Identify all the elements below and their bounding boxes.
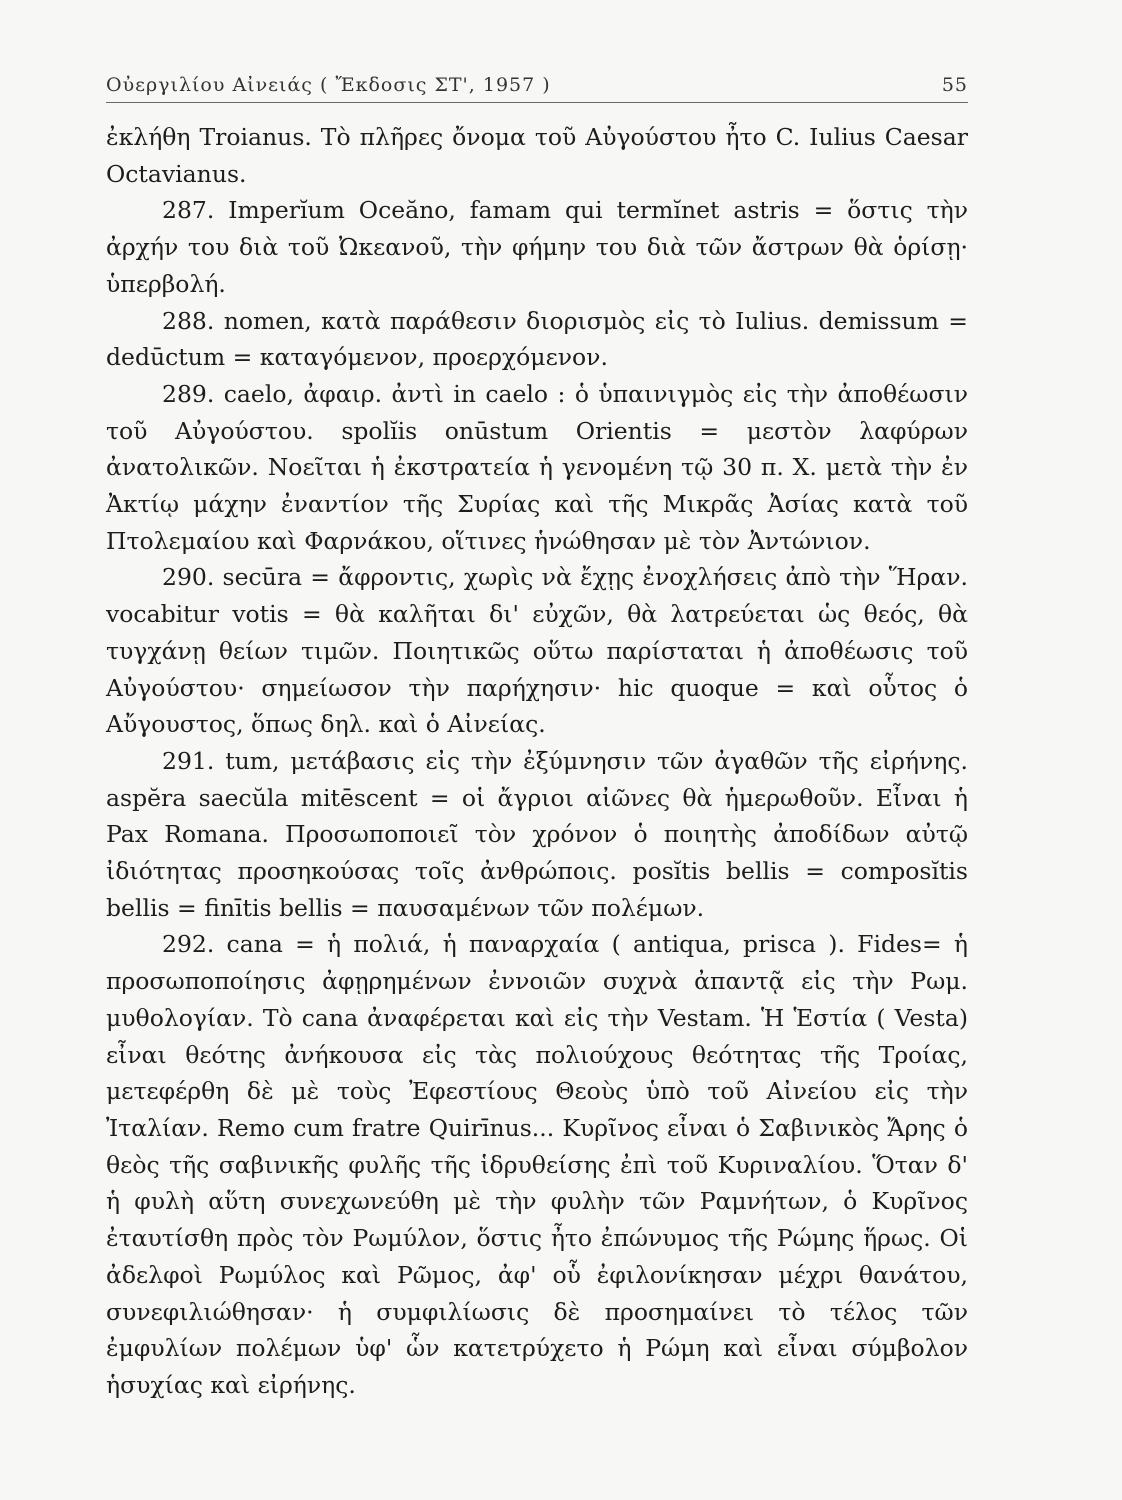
commentary-text — [106, 119, 968, 1404]
paragraph-note-287: 287. Imperĭum Oceăno, famam qui termĭnet astris = ὅστις τὴν ἀρχήν του διὰ τοῦ Ὠκεανοῦ, τὴν φήμην του διὰ τῶν ἄστρων θὰ ὁρίσῃ· ὑπερβολή. — [106, 196, 968, 298]
running-title: Οὐεργιλίου Αἰνειάς ( Ἔκδοσις ΣΤ', 1957 ) — [106, 74, 551, 96]
paragraph-note-291: 291. tum, μετάβασις εἰς τὴν ἐξύμνησιν τῶν ἀγαθῶν τῆς εἰρήνης. aspĕra saecŭla mitēscent = οἱ ἄγριοι αἰῶνες θὰ ἡμερωθοῦν. Εἶναι ἡ Pax Romana. Προσωποποιεῖ τὸν χρόνον ὁ ποιητὴς ἀποδίδων αὐτῷ ἰδιότητας προσηκούσας τοῖς ἀνθρώποις. posĭtis bellis = composĭtis bellis = finītis bellis = παυσαμένων τῶν πολέμων. — [106, 746, 968, 922]
book-page — [106, 74, 968, 1404]
running-header — [106, 74, 968, 102]
paragraph-note-290: 290. secūra = ἄφροντις, χωρὶς νὰ ἔχῃς ἐνοχλήσεις ἀπὸ τὴν Ἥραν. vocabitur votis = θὰ καλῆται δι' εὐχῶν, θὰ λατρεύεται ὡς θεός, θὰ τυγχάνῃ θείων τιμῶν. Ποιητικῶς οὕτω παρίσταται ἡ ἀποθέωσις τοῦ Αὐγούστου· σημείωσον τὴν παρήχησιν· hic quoque = καὶ οὗτος ὁ Αὔγουστος, ὅπως δηλ. καὶ ὁ Αἰνείας. — [106, 563, 968, 739]
header-divider — [106, 102, 968, 103]
paragraph-note-288: 288. nomen, κατὰ παράθεσιν διορισμὸς εἰς τὸ Iulius. demissum = dedūctum = καταγόμενον, προερχόμενον. — [106, 306, 968, 372]
paragraph-note-292: 292. cana = ἡ πολιά, ἡ παναρχαία ( antiqua, prisca ). Fides= ἡ προσωποποίησις ἀφῃρημένων ἐννοιῶν συχνὰ ἀπαντᾷ εἰς τὴν Ρωμ. μυθολογίαν. Τὸ cana ἀναφέρεται καὶ εἰς τὴν Vestam. Ἡ Ἑστία ( Vesta) εἶναι θεότης ἀνήκουσα εἰς τὰς πολιούχους θεότητας τῆς Τροίας, μετεφέρθη δὲ μὲ τοὺς Ἐφεστίους Θεοὺς ὑπὸ τοῦ Αἰνείου εἰς τὴν Ἰταλίαν. Remo cum fratre Quirīnus... Κυρῖνος εἶναι ὁ Σαβινικὸς Ἄρης ὁ θεὸς τῆς σαβινικῆς φυλῆς τῆς ἱδρυθείσης ἐπὶ τοῦ Κυριναλίου. Ὅταν δ' ἡ φυλὴ αὕτη συνεχωνεύθη μὲ τὴν φυλὴν τῶν Ραμνήτων, ὁ Κυρῖνος ἐταυτίσθη πρὸς τὸν Ρωμύλον, ὅστις ἦτο ἐπώνυμος τῆς Ρώμης ἥρως. Οἱ ἀδελφοὶ Ρωμύλος καὶ Ρῶμος, ἀφ' οὗ ἐφιλονίκησαν μέχρι θανάτου, συνεφιλιώθησαν· ἡ συμφιλίωσις δὲ προσημαίνει τὸ τέλος τῶν ἐμφυλίων πολέμων ὑφ' ὧν κατετρύχετο ἡ Ρώμη καὶ εἶναι σύμβολον ἡσυχίας καὶ εἰρήνης. — [106, 930, 968, 1399]
page-number: 55 — [941, 74, 968, 96]
paragraph-continuation: ἐκλήθη Troianus. Τὸ πλῆρες ὄνομα τοῦ Αὐγούστου ἦτο C. Iulius Caesar Octavianus. — [106, 123, 968, 188]
paragraph-note-289: 289. caelo, ἀφαιρ. ἀντὶ in caelo : ὁ ὑπαινιγμὸς εἰς τὴν ἀποθέωσιν τοῦ Αὐγούστου. spolĭis onūstum Orientis = μεστὸν λαφύρων ἀνατολικῶν. Νοεῖται ἡ ἐκστρατεία ἡ γενομένη τῷ 30 π. Χ. μετὰ τὴν ἐν Ἀκτίῳ μάχην ἐναντίον τῆς Συρίας καὶ τῆς Μικρᾶς Ἀσίας κατὰ τοῦ Πτολεμαίου καὶ Φαρνάκου, οἵτινες ἡνώθησαν μὲ τὸν Ἀντώνιον. — [106, 379, 968, 555]
